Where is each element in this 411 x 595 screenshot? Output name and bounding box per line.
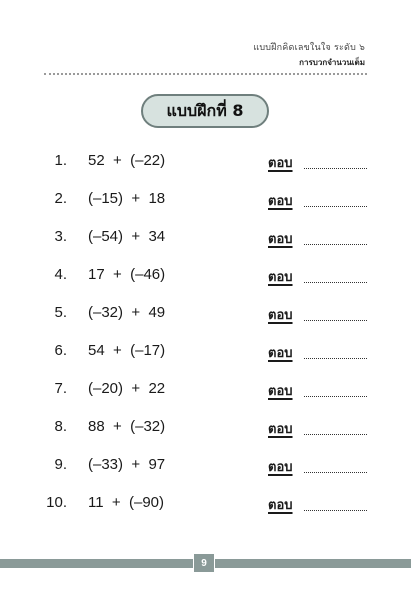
- answer-label: ตอบ: [268, 384, 293, 399]
- answer-label: ตอบ: [268, 346, 293, 361]
- problem-expression: (–33) + 97: [88, 456, 166, 473]
- problem-expression: (–20) + 22: [88, 380, 166, 397]
- answer-blank[interactable]: [304, 282, 367, 283]
- page-header-section: การบวกจำนวนเต็ม: [299, 58, 365, 67]
- problem-number: 7.: [54, 380, 67, 397]
- problem-number: 3.: [54, 228, 67, 245]
- problem-number: 4.: [54, 266, 67, 283]
- problem-expression: 11 + (–90): [88, 494, 165, 511]
- problem-row-4: [0, 262, 411, 292]
- problem-expression: (–54) + 34: [88, 228, 166, 245]
- problem-expression: 17 + (–46): [88, 266, 166, 283]
- problem-number: 5.: [54, 304, 67, 321]
- problem-row-1: [0, 148, 411, 178]
- problem-row-2: [0, 186, 411, 216]
- page-header-title: แบบฝึกคิดเลขในใจ ระดับ ๖: [253, 43, 365, 53]
- problem-expression: 88 + (–32): [88, 418, 166, 435]
- answer-blank[interactable]: [304, 472, 367, 473]
- answer-blank[interactable]: [304, 244, 367, 245]
- answer-blank[interactable]: [304, 168, 367, 169]
- answer-label: ตอบ: [268, 422, 293, 437]
- page-number-badge: [193, 553, 215, 573]
- problem-expression: (–15) + 18: [88, 190, 166, 207]
- answer-blank[interactable]: [304, 320, 367, 321]
- exercise-title-pill: [141, 94, 269, 128]
- problem-row-9: [0, 452, 411, 482]
- problem-row-7: [0, 376, 411, 406]
- answer-blank[interactable]: [304, 206, 367, 207]
- problem-number: 6.: [54, 342, 67, 359]
- answer-label: ตอบ: [268, 156, 293, 171]
- problem-number: 1.: [54, 152, 67, 169]
- answer-blank[interactable]: [304, 396, 367, 397]
- page-number: 9: [201, 557, 207, 569]
- problem-row-3: [0, 224, 411, 254]
- problem-number: 2.: [54, 190, 67, 207]
- answer-label: ตอบ: [268, 460, 293, 475]
- problem-row-6: [0, 338, 411, 368]
- problem-expression: 52 + (–22): [88, 152, 166, 169]
- exercise-title: แบบฝึกที่ 8: [166, 100, 244, 120]
- answer-blank[interactable]: [304, 510, 367, 511]
- problem-number: 9.: [54, 456, 67, 473]
- answer-label: ตอบ: [268, 194, 293, 209]
- problem-row-5: [0, 300, 411, 330]
- problem-expression: 54 + (–17): [88, 342, 166, 359]
- answer-label: ตอบ: [268, 232, 293, 247]
- problem-row-10: [0, 490, 411, 520]
- problem-expression: (–32) + 49: [88, 304, 166, 321]
- problem-row-8: [0, 414, 411, 444]
- problem-number: 10.: [46, 494, 67, 511]
- problem-number: 8.: [54, 418, 67, 435]
- answer-label: ตอบ: [268, 308, 293, 323]
- answer-label: ตอบ: [268, 270, 293, 285]
- header-divider: [44, 73, 367, 75]
- answer-blank[interactable]: [304, 434, 367, 435]
- answer-blank[interactable]: [304, 358, 367, 359]
- answer-label: ตอบ: [268, 498, 293, 513]
